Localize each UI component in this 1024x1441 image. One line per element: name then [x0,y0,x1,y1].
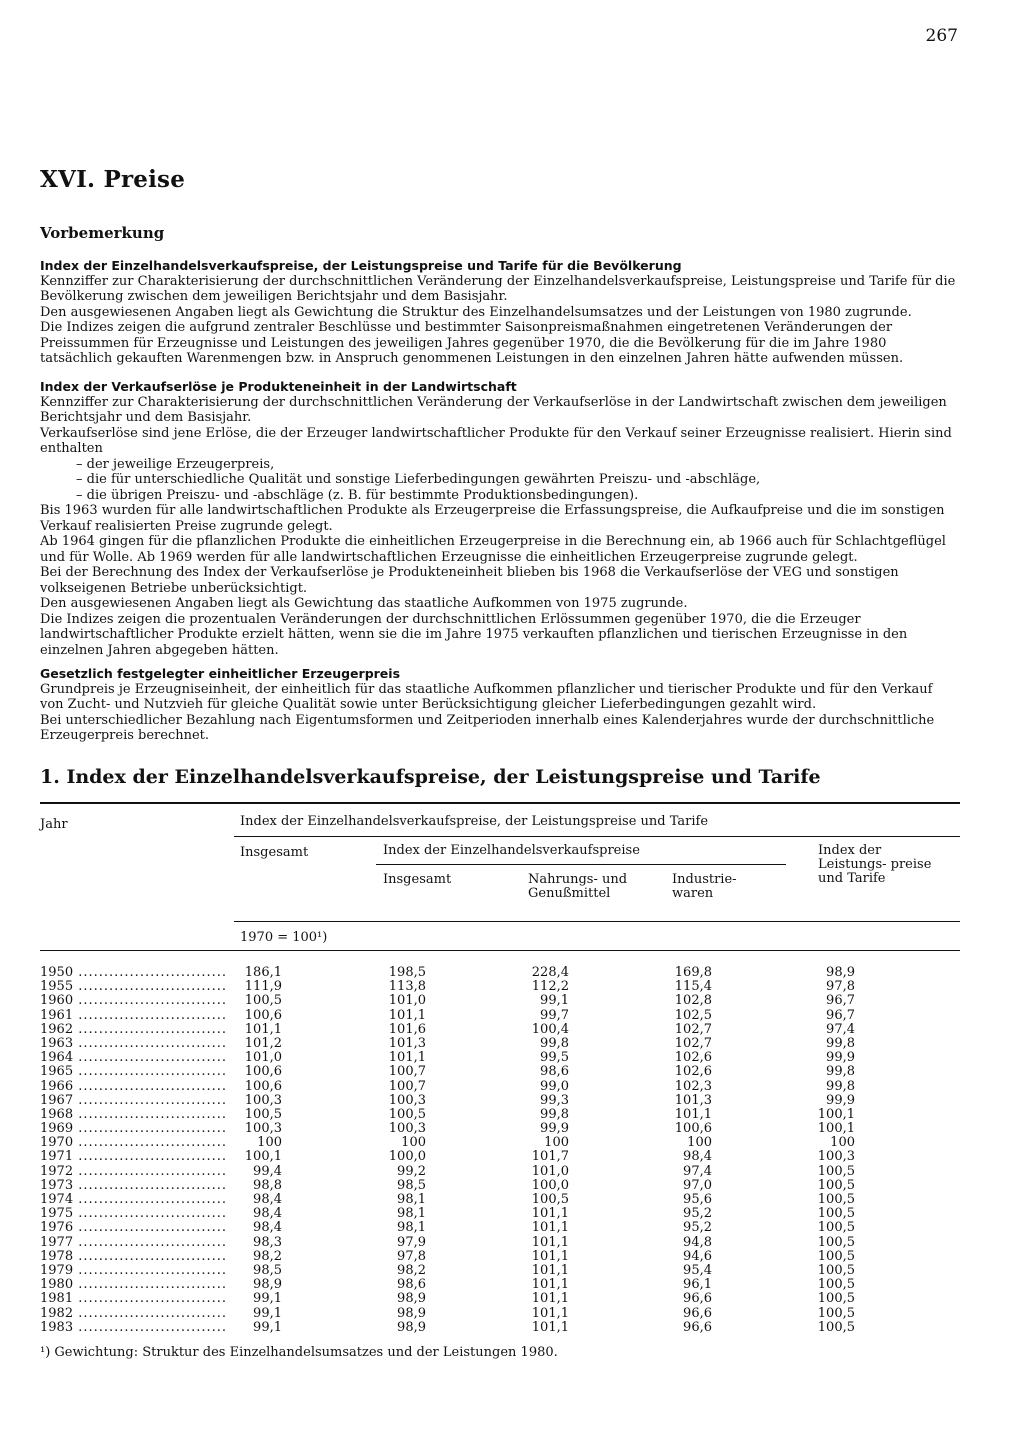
table-row [40,1080,960,1094]
value-cell: 100,0 [531,1177,569,1193]
value-cell: 101,3 [388,1035,426,1051]
header-retail: Index der Einzelhandelsverkaufspreise [383,843,640,858]
paragraph: Ab 1964 gingen für die pflanzlichen Produkte die einheitlichen Erzeugerpreise in die Berechnung ein, ab 1966 auch für Schlachtgeflügel und für Wolle. Ab 1969 werden für alle landwirtschaftlichen Erzeugnisse die einheitlichen Erzeugerpreise zugrunde gelegt. [40,534,946,565]
value-cell: 100,6 [244,1007,282,1023]
value-cell: 100,0 [388,1149,426,1165]
value-cell: 100 [830,1135,855,1151]
table-row [40,994,960,1008]
header-bottom-rule [40,950,960,951]
year-cell: 1969 ..... [40,1122,226,1136]
value-cell: 98,9 [826,965,855,980]
value-cell: 102,3 [674,1078,712,1094]
value-cell: 101,1 [531,1319,569,1335]
value-cell: 100,3 [244,1092,282,1108]
value-cell: 95,2 [683,1220,712,1236]
value-cell: 101,1 [531,1305,569,1321]
year-cell: 1977 ..... [40,1236,226,1250]
value-cell: 99,8 [826,1078,855,1094]
value-cell: 98,4 [253,1220,282,1236]
value-cell: 111,9 [244,979,282,995]
value-cell: 100,5 [817,1206,855,1222]
value-cell: 98,2 [253,1248,282,1264]
value-cell: 99,8 [826,1064,855,1080]
value-cell: 115,4 [674,979,712,995]
section-producer-price [40,666,960,744]
value-cell: 100 [257,1135,282,1151]
value-cell: 99,1 [540,993,569,1009]
value-cell: 98,4 [253,1192,282,1207]
value-cell: 99,1 [253,1319,282,1335]
value-cell: 94,6 [683,1248,712,1264]
table-title: 1. Index der Einzelhandelsverkaufspreise, der Leistungspreise und Tarife [40,766,821,788]
list-item: – der jeweilige Erzeugerpreis, [40,457,960,473]
value-cell: 98,9 [397,1291,426,1307]
value-cell: 101,1 [531,1277,569,1293]
paragraph: Den ausgewiesenen Angaben liegt als Gewichtung das staatliche Aufkommen von 1975 zugrunde. [40,596,688,611]
value-cell: 98,5 [253,1262,282,1278]
header-retail-total: Insgesamt [383,872,452,887]
year-cell: 1975 ..... [40,1207,226,1221]
table-row [40,1278,960,1292]
paragraph: Kennziffer zur Charakterisierung der durchschnittlichen Veränderung der Verkaufserlöse in der Landwirtschaft zwischen dem jeweiligen Berichtsjahr und dem Basisjahr. [40,394,947,425]
value-cell: 99,9 [826,1050,855,1066]
value-cell: 100,5 [244,993,282,1009]
table-row [40,1221,960,1235]
value-cell: 101,1 [388,1007,426,1023]
value-cell: 101,1 [531,1291,569,1307]
page-number: 267 [925,26,958,46]
table-row [40,966,960,980]
paragraph: Die Indizes zeigen die aufgrund zentraler Beschlüsse und bestimmter Saisonpreismaßnahmen eingetretenen Veränderungen der Preissummen für Erzeugnisse und Leistungen des jeweiligen Jahres gegenüber 1970, die die Bevölkerung für die im Jahre 1980 tatsächlich gekauften Warenmengen bzw. in Anspruch genommenen Leistungen in den einzelnen Jahren hätte aufwenden müssen. [40,320,904,366]
year-cell: 1963 ..... [40,1037,226,1051]
header-rule [234,921,960,922]
value-cell: 96,6 [683,1291,712,1307]
value-cell: 99,4 [253,1163,282,1179]
table-row [40,1236,960,1250]
value-cell: 98,6 [540,1064,569,1080]
value-cell: 100 [544,1135,569,1151]
value-cell: 100,5 [817,1220,855,1236]
value-cell: 97,4 [826,1021,855,1037]
value-cell: 101,1 [531,1234,569,1250]
value-cell: 98,9 [397,1305,426,1321]
year-cell: 1983 ..... [40,1321,226,1335]
value-cell: 100,7 [388,1064,426,1080]
header-industrial: Industrie- waren [672,872,737,901]
value-cell: 100,3 [244,1121,282,1137]
section-heading: Gesetzlich festgelegter einheitlicher Erzeugerpreis [40,666,401,681]
year-cell: 1966 ..... [40,1080,226,1094]
year-cell: 1970 ..... [40,1136,226,1150]
year-cell: 1964 ..... [40,1051,226,1065]
value-cell: 102,6 [674,1064,712,1080]
value-cell: 100 [687,1135,712,1151]
value-cell: 94,8 [683,1234,712,1250]
year-cell: 1967 ..... [40,1094,226,1108]
value-cell: 97,8 [826,979,855,995]
table-row [40,1264,960,1278]
value-cell: 99,5 [540,1050,569,1066]
year-cell: 1965 ..... [40,1065,226,1079]
value-cell: 95,4 [683,1262,712,1278]
paragraph: Kennziffer zur Charakterisierung der durchschnittlichen Veränderung der Einzelhandelsverkaufspreise, Leistungspreise und Tarife für die Bevölkerung zwischen dem jeweiligen Berichtsjahr und dem Basisjahr. [40,273,956,304]
year-cell: 1962 ..... [40,1023,226,1037]
value-cell: 101,1 [531,1220,569,1236]
value-cell: 102,7 [674,1035,712,1051]
value-cell: 100,5 [817,1291,855,1307]
paragraph: Bei unterschiedlicher Bezahlung nach Eigentumsformen und Zeitperioden innerhalb eines Kalenderjahres wurde der durchschnittliche Erzeugerpreis berechnet. [40,712,935,743]
value-cell: 99,1 [253,1291,282,1307]
year-cell: 1971 ..... [40,1150,226,1164]
value-cell: 101,0 [244,1050,282,1066]
value-cell: 99,8 [826,1035,855,1051]
value-cell: 100,3 [388,1121,426,1137]
value-cell: 102,6 [674,1050,712,1066]
year-cell: 1976 ..... [40,1221,226,1235]
table-body [40,966,960,1335]
table-row [40,1165,960,1179]
value-cell: 99,3 [540,1092,569,1108]
value-cell: 100,5 [531,1192,569,1207]
value-cell: 100,1 [817,1121,855,1137]
value-cell: 101,7 [531,1149,569,1165]
year-cell: 1955 ..... [40,980,226,994]
value-cell: 100,5 [244,1106,282,1122]
value-cell: 96,1 [683,1277,712,1293]
value-cell: 97,9 [397,1234,426,1250]
value-cell: 99,9 [826,1092,855,1108]
table-row [40,1207,960,1221]
value-cell: 102,7 [674,1021,712,1037]
value-cell: 100,1 [244,1149,282,1165]
table-row [40,1307,960,1321]
value-cell: 98,5 [397,1177,426,1193]
value-cell: 100,5 [817,1192,855,1207]
value-cell: 100,6 [244,1078,282,1094]
value-cell: 100,5 [817,1305,855,1321]
table-row [40,1023,960,1037]
value-cell: 100,4 [531,1021,569,1037]
value-cell: 96,6 [683,1305,712,1321]
section-heading: Index der Einzelhandelsverkaufspreise, der Leistungspreise und Tarife für die Bevölkerung [40,258,682,273]
value-cell: 98,9 [397,1319,426,1335]
header-services: Index der Leistungs- preise und Tarife [818,843,932,886]
table-row [40,1150,960,1164]
value-cell: 102,8 [674,993,712,1009]
value-cell: 100,6 [244,1064,282,1080]
year-cell: 1981 ..... [40,1292,226,1306]
value-cell: 101,1 [388,1050,426,1066]
value-cell: 99,1 [253,1305,282,1321]
value-cell: 101,3 [674,1092,712,1108]
value-cell: 228,4 [531,965,569,980]
year-cell: 1974 ..... [40,1193,226,1207]
value-cell: 100,7 [388,1078,426,1094]
value-cell: 99,2 [397,1163,426,1179]
value-cell: 100,5 [817,1163,855,1179]
year-cell: 1960 ..... [40,994,226,1008]
table-row [40,1136,960,1150]
value-cell: 101,2 [244,1035,282,1051]
value-cell: 100,1 [817,1106,855,1122]
value-cell: 99,8 [540,1106,569,1122]
value-cell: 96,7 [826,993,855,1009]
value-cell: 96,7 [826,1007,855,1023]
table-row [40,980,960,994]
value-cell: 100,5 [817,1277,855,1293]
footnote: ¹) Gewichtung: Struktur des Einzelhandelsumsatzes und der Leistungen 1980. [40,1345,558,1360]
table-row [40,1037,960,1051]
value-cell: 98,8 [253,1177,282,1193]
value-cell: 101,1 [244,1021,282,1037]
paragraph: Bis 1963 wurden für alle landwirtschaftlichen Produkte als Erzeugerpreise die Erfassungspreise, die Aufkaufpreise und die im sonstigen Verkauf realisierten Preise zugrunde gelegt. [40,503,945,534]
value-cell: 100,5 [817,1319,855,1335]
value-cell: 100,5 [817,1248,855,1264]
value-cell: 102,5 [674,1007,712,1023]
value-cell: 100,5 [388,1106,426,1122]
table-row [40,1108,960,1122]
value-cell: 198,5 [388,965,426,980]
value-cell: 169,8 [674,965,712,980]
year-cell: 1978 ..... [40,1250,226,1264]
header-food: Nahrungs- und Genußmittel [528,872,628,901]
table-row [40,1321,960,1335]
value-cell: 98,4 [683,1149,712,1165]
value-cell: 101,1 [674,1106,712,1122]
value-cell: 97,4 [683,1163,712,1179]
paragraph: Den ausgewiesenen Angaben liegt als Gewichtung die Struktur des Einzelhandelsumsatzes und der Leistungen von 1980 zugrunde. [40,304,912,320]
value-cell: 112,2 [531,979,569,995]
value-cell: 100,5 [817,1177,855,1193]
value-cell: 96,6 [683,1319,712,1335]
header-year: Jahr [40,817,68,832]
value-cell: 97,0 [683,1177,712,1193]
value-cell: 100,5 [817,1262,855,1278]
paragraph: Die Indizes zeigen die prozentualen Veränderungen der durchschnittlichen Erlössummen gegenüber 1970, die die Erzeuger landwirtschaftlicher Produkte erzielt hätten, wenn sie die im Jahre 1975 verkauften pflanzlichen und tierischen Erzeugnisse in den einzelnen Jahren abgegeben hätten. [40,611,908,658]
value-cell: 98,6 [397,1277,426,1293]
chapter-title: XVI. Preise [40,166,186,193]
list-item: – die übrigen Preiszu- und -abschläge (z. B. für bestimmte Produktionsbedingungen). [40,488,960,504]
section-agriculture [40,379,960,658]
value-cell: 101,0 [531,1163,569,1179]
value-cell: 101,6 [388,1021,426,1037]
value-cell: 101,1 [531,1248,569,1264]
table-row [40,1292,960,1306]
header-rule [376,864,786,865]
value-cell: 100 [401,1135,426,1151]
year-cell: 1982 ..... [40,1307,226,1321]
year-cell: 1979 ..... [40,1264,226,1278]
table-row [40,1094,960,1108]
year-cell: 1980 ..... [40,1278,226,1292]
year-cell: 1961 ..... [40,1009,226,1023]
list-item: – die für unterschiedliche Qualität und sonstige Lieferbedingungen gewährten Preiszu- und -abschläge, [40,472,960,488]
table-row [40,1122,960,1136]
value-cell: 99,9 [540,1121,569,1137]
year-cell: 1972 ..... [40,1165,226,1179]
value-cell: 98,4 [253,1206,282,1222]
table-row [40,1065,960,1079]
value-cell: 97,8 [397,1248,426,1264]
header-rule [234,836,960,837]
value-cell: 95,2 [683,1206,712,1222]
value-cell: 99,8 [540,1035,569,1051]
header-main: Index der Einzelhandelsverkaufspreise, der Leistungspreise und Tarife [240,814,709,829]
value-cell: 99,7 [540,1007,569,1023]
table-row [40,1051,960,1065]
section-title: Vorbemerkung [40,224,165,242]
base-note: 1970 = 100¹) [240,930,328,945]
section-heading: Index der Verkaufserlöse je Produkteneinheit in der Landwirtschaft [40,379,517,394]
value-cell: 98,1 [397,1192,426,1207]
value-cell: 101,1 [531,1206,569,1222]
section-retail-prices [40,258,960,367]
year-cell: 1968 ..... [40,1108,226,1122]
paragraph: Verkaufserlöse sind jene Erlöse, die der Erzeuger landwirtschaftlicher Produkte für den Verkauf seiner Erzeugnisse realisiert. Hierin sind enthalten [40,425,952,456]
value-cell: 98,1 [397,1206,426,1222]
table-row [40,1250,960,1264]
table-top-rule [40,802,960,804]
paragraph: Bei der Berechnung des Index der Verkaufserlöse je Produkteneinheit blieben bis 1968 die Verkaufserlöse der VEG und sonstigen volkseigenen Betriebe unberücksichtigt. [40,565,899,596]
value-cell: 99,0 [540,1078,569,1094]
value-cell: 98,1 [397,1220,426,1236]
year-cell: 1950 ..... [40,966,226,980]
value-cell: 186,1 [244,965,282,980]
value-cell: 101,0 [388,993,426,1009]
value-cell: 100,6 [674,1121,712,1137]
table-row [40,1193,960,1207]
value-cell: 95,6 [683,1192,712,1207]
value-cell: 100,3 [388,1092,426,1108]
value-cell: 98,2 [397,1262,426,1278]
header-total: Insgesamt [240,845,309,860]
year-cell: 1973 ..... [40,1179,226,1193]
table-row [40,1179,960,1193]
value-cell: 101,1 [531,1262,569,1278]
paragraph: Grundpreis je Erzeugniseinheit, der einheitlich für das staatliche Aufkommen pflanzlicher und tierischer Produkte und für den Verkauf von Zucht- und Nutzvieh für gleiche Qualität sowie unter Berücksichtigung gleicher Lieferbedingungen gezahlt wird. [40,681,933,712]
value-cell: 100,5 [817,1234,855,1250]
value-cell: 100,3 [817,1149,855,1165]
value-cell: 98,9 [253,1277,282,1293]
table-row [40,1009,960,1023]
value-cell: 113,8 [388,979,426,995]
value-cell: 98,3 [253,1234,282,1250]
